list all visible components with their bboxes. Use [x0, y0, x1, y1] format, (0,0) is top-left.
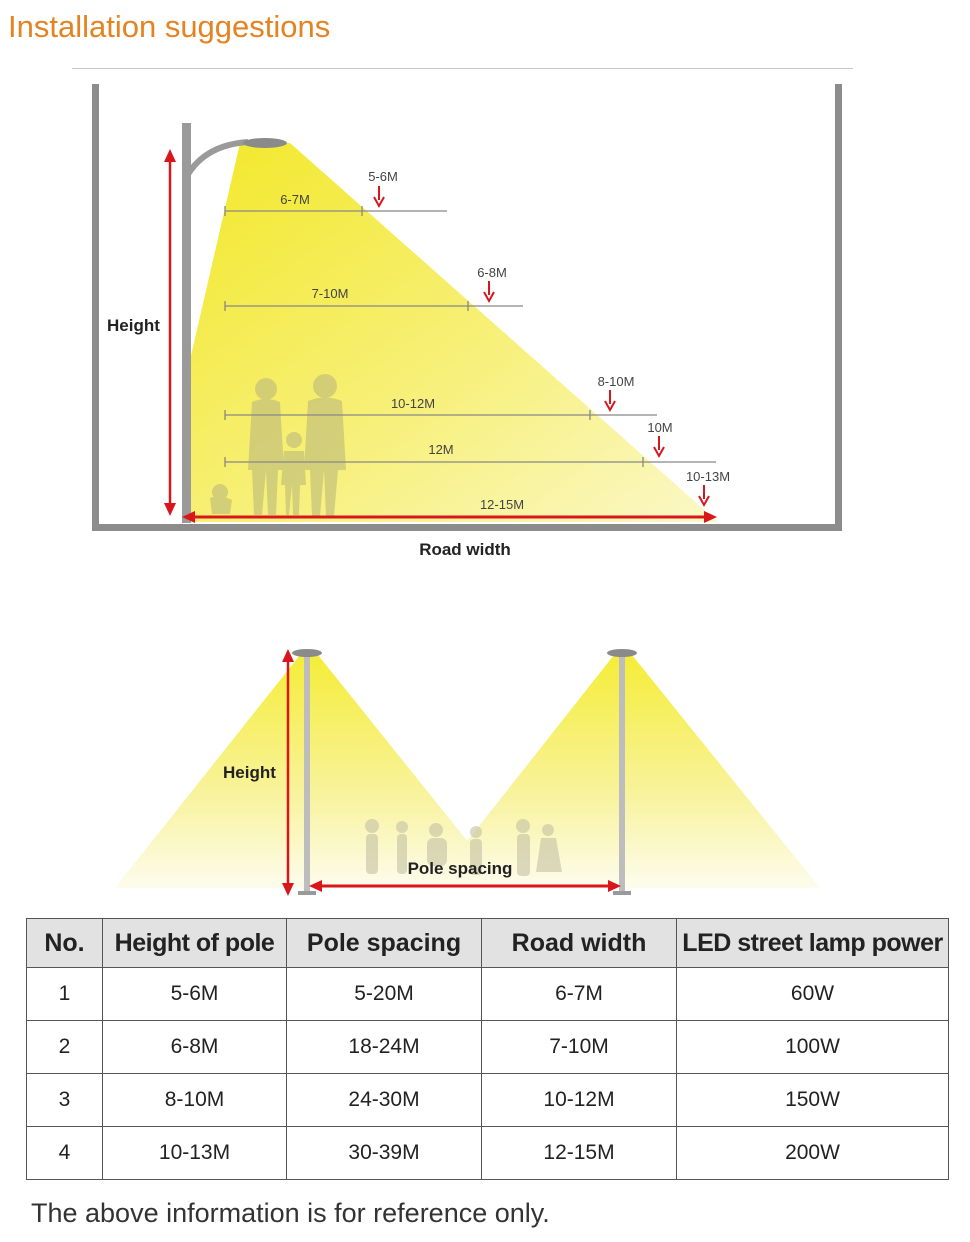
pole-height-label: 6-8M: [477, 265, 507, 280]
road-width-label: Road width: [419, 540, 511, 559]
cell-road-width: 12-15M: [482, 1127, 677, 1180]
reference-footnote: The above information is for reference only.: [31, 1198, 550, 1228]
cell-height: 8-10M: [103, 1074, 287, 1127]
road-label: 7-10M: [311, 286, 349, 301]
pole-height-label: 10M: [647, 420, 673, 435]
cell-height: 10-13M: [103, 1127, 287, 1180]
cell-road-width: 10-12M: [482, 1074, 677, 1127]
cell-road-width: 6-7M: [482, 968, 677, 1021]
pole-height-label: 8-10M: [597, 374, 635, 389]
cell-spacing: 5-20M: [287, 968, 482, 1021]
header-pole-spacing: Pole spacing: [287, 919, 482, 968]
header-height-of-pole: Height of pole: [103, 919, 287, 968]
header-lamp-power: LED street lamp power: [677, 919, 949, 968]
road-label: 12M: [428, 442, 454, 457]
page-title: Installation suggestions: [8, 9, 331, 44]
cell-power: 100W: [677, 1021, 949, 1074]
cell-no: 1: [27, 968, 103, 1021]
road-width-diagram: [0, 0, 970, 570]
road-label: 10-12M: [390, 396, 436, 411]
table-row: [27, 968, 949, 1021]
height-label: Height: [223, 763, 276, 782]
installation-spec-table: [26, 918, 949, 1180]
pole-height-label: 5-6M: [368, 169, 398, 184]
table-row: [27, 1021, 949, 1074]
pole-spacing-label: Pole spacing: [407, 859, 513, 878]
cell-power: 60W: [677, 968, 949, 1021]
table-row: [27, 1074, 949, 1127]
table-header-row: [27, 919, 949, 968]
cell-spacing: 30-39M: [287, 1127, 482, 1180]
cell-spacing: 24-30M: [287, 1074, 482, 1127]
pole-spacing-diagram: [0, 570, 970, 910]
cell-power: 200W: [677, 1127, 949, 1180]
height-label: Height: [107, 316, 160, 335]
cell-height: 5-6M: [103, 968, 287, 1021]
cell-power: 150W: [677, 1074, 949, 1127]
road-label: 12-15M: [479, 497, 525, 512]
header-no: No.: [27, 919, 103, 968]
height-arrow: [164, 149, 176, 516]
header-road-width: Road width: [482, 919, 677, 968]
road-label: 6-7M: [280, 192, 310, 207]
cell-no: 3: [27, 1074, 103, 1127]
cell-no: 4: [27, 1127, 103, 1180]
pole-height-label: 10-13M: [685, 469, 731, 484]
cell-road-width: 7-10M: [482, 1021, 677, 1074]
cell-no: 2: [27, 1021, 103, 1074]
cell-spacing: 18-24M: [287, 1021, 482, 1074]
cell-height: 6-8M: [103, 1021, 287, 1074]
table-row: [27, 1127, 949, 1180]
